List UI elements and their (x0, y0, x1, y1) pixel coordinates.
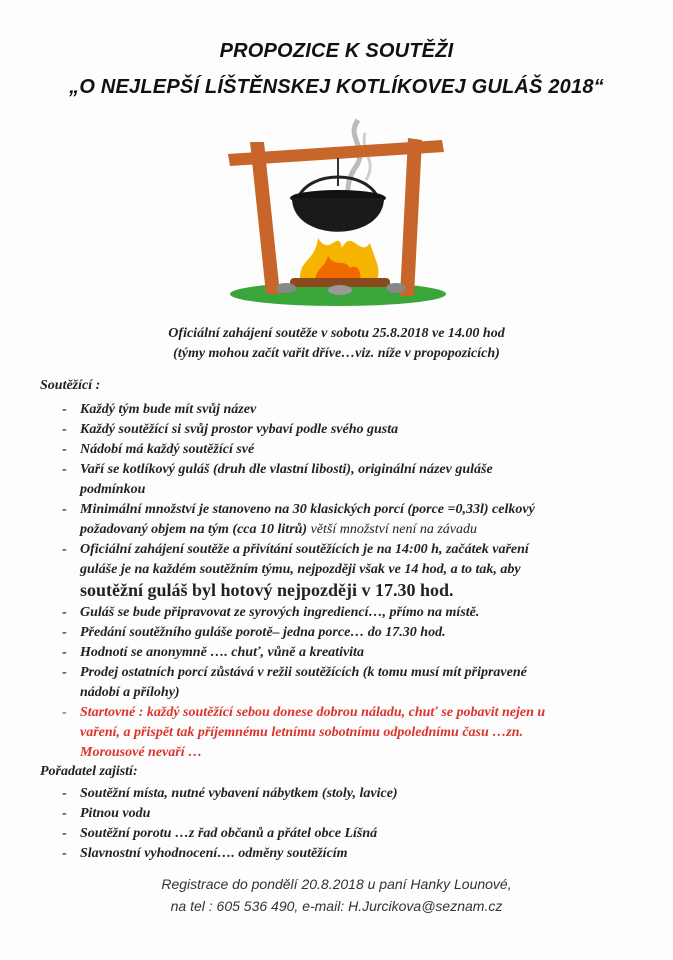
title-line-2: „O NEJLEPŠÍ LÍŠTĚNSKEJ KOTLÍKOVEJ GULÁŠ 2018“ (69, 76, 604, 98)
registration-note: Registrace do pondělí 20.8.2018 u paní Hanky Lounové, (161, 876, 512, 892)
list-item: - Každý soutěžící si svůj prostor vybaví podle svého gusta (62, 422, 399, 437)
contact-info: na tel : 605 536 490, e-mail: H.Jurcikova@seznam.cz (170, 898, 503, 914)
intro-start-time: Oficiální zahájení soutěže v sobotu 25.8.2018 ve 14.00 hod (168, 326, 505, 341)
competitors-list (40, 400, 640, 763)
competitors-heading: Soutěžící : (40, 378, 101, 393)
intro-note: (týmy mohou začít vařit dříve…viz. níže v propopozicích) (173, 346, 500, 361)
cauldron-over-fire-icon (220, 108, 450, 308)
list-item: - Vaří se kotlíkový guláš (druh dle vlastní libosti), originální název guláše podmínkou (62, 462, 493, 497)
list-item: - Oficiální zahájení soutěže a přivítání soutěžících je na 14:00 h, začátek vaření guláše je na každém soutěžním týmu, nejpozději však ve 14 hod, a to tak, aby soutěžní guláš byl hotový nejpozději v 17.30 hod. (62, 542, 529, 600)
list-item: - Nádobí má každý soutěžící své (62, 442, 255, 457)
list-item: - Minimální množství je stanoveno na 30 klasických porcí (porce =0,33l) celkový požadovaný objem na tým (cca 10 litrů) větší množství není na závadu (62, 502, 535, 537)
organizer-list (40, 784, 640, 864)
list-item: - Pitnou vodu (62, 806, 151, 821)
list-item: - Soutěžní místa, nutné vybavení nábytkem (stoly, lavice) (62, 786, 398, 801)
list-item: - Hodnotí se anonymně …. chuť, vůně a kreativita (62, 645, 364, 660)
list-item: - Předání soutěžního guláše porotě– jedna porce… do 17.30 hod. (62, 625, 446, 640)
organizer-heading: Pořadatel zajistí: (40, 764, 138, 779)
list-item: - Soutěžní porotu …z řad občanů a přátel obce Líšná (62, 826, 378, 841)
list-item: - Guláš se bude připravovat ze syrových ingrediencí…, přímo na místě. (62, 605, 480, 620)
list-item: - Každý tým bude mít svůj název (62, 402, 257, 417)
list-item: - Prodej ostatních porcí zůstává v režii soutěžících (k tomu musí mít připravené nádobí a přílohy) (62, 665, 527, 700)
list-item: - Slavnostní vyhodnocení…. odměny soutěžícím (62, 846, 348, 861)
list-item-startovne: - Startovné : každý soutěžící sebou donese dobrou náladu, chuť se pobavit nejen u vaření, a přispět tak příjemnému letnímu sobotnímu odpolednímu času …zn. Morousové nevaří … (62, 705, 546, 760)
title-line-1: PROPOZICE K SOUTĚŽI (219, 40, 454, 62)
